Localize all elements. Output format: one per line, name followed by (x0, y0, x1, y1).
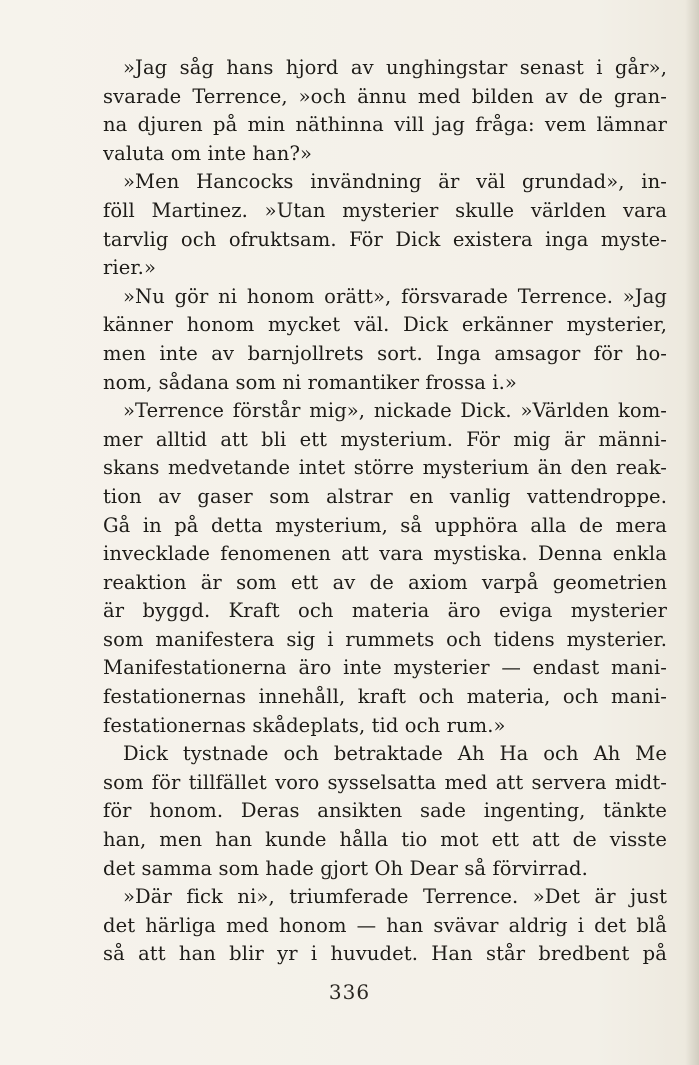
text-line: nom, sådana som ni romantiker frossa i.» (103, 370, 517, 394)
text-line: känner honom mycket väl. Dick erkänner mysterier, (103, 313, 667, 337)
page-number: 336 (328, 980, 371, 1004)
text-line: Gå in på detta mysterium, så upphöra alla de mera (103, 513, 667, 537)
text-line: »Nu gör ni honom orätt», försvarade Terrence. »Jag (123, 284, 667, 308)
text-line: mer alltid att bli ett mysterium. För mig är männi- (103, 427, 667, 451)
text-line: skans medvetande intet större mysterium än den reak- (103, 456, 667, 480)
text-line: det härliga med honom — han svävar aldrig i det blå (103, 913, 667, 937)
text-line: tarvlig och ofruktsam. För Dick existera inga myste- (103, 227, 667, 251)
text-line: rier.» (103, 256, 157, 280)
body-text (103, 54, 667, 969)
page-edge-shadow (685, 0, 699, 1065)
text-line: så att han blir yr i huvudet. Han står bredbent på (103, 942, 667, 966)
text-line: han, men han kunde hålla tio mot ett att de visste (103, 828, 667, 852)
text-line: svarade Terrence, »och ännu med bilden av de gran- (103, 84, 667, 108)
text-line: festationernas innehåll, kraft och materia, och mani- (103, 685, 667, 709)
text-line: Manifestationerna äro inte mysterier — endast mani- (103, 656, 667, 680)
text-line: valuta om inte han?» (103, 141, 313, 165)
text-line: »Terrence förstår mig», nickade Dick. »Världen kom- (123, 399, 667, 423)
text-line: festationernas skådeplats, tid och rum.» (103, 713, 506, 737)
text-line: det samma som hade gjort Oh Dear så förvirrad. (103, 856, 588, 880)
text-line: »Jag såg hans hjord av unghingstar senast i går», (123, 56, 667, 79)
text-line: som för tillfället voro sysselsatta med att servera midt- (103, 770, 667, 794)
text-line: för honom. Deras ansikten sade ingenting, tänkte (103, 799, 667, 823)
text-line: reaktion är som ett av de axiom varpå geometrien (103, 570, 667, 594)
text-line: föll Martinez. »Utan mysterier skulle världen vara (103, 198, 667, 222)
text-line: »Där fick ni», triumferade Terrence. »Det är just (123, 885, 667, 909)
text-line: invecklade fenomenen att vara mystiska. Denna enkla (103, 542, 667, 566)
text-line: »Men Hancocks invändning är väl grundad», in- (123, 170, 667, 194)
text-line: som manifestera sig i rummets och tidens mysterier. (103, 627, 667, 651)
text-line: men inte av barnjollrets sort. Inga amsagor för ho- (103, 341, 667, 365)
text-line: na djuren på min näthinna vill jag fråga: vem lämnar (103, 113, 667, 137)
text-line: tion av gaser som alstrar en vanlig vattendroppe. (103, 484, 667, 508)
text-line: är byggd. Kraft och materia äro eviga mysterier (103, 599, 667, 623)
text-line: Dick tystnade och betraktade Ah Ha och Ah Me (123, 742, 667, 766)
